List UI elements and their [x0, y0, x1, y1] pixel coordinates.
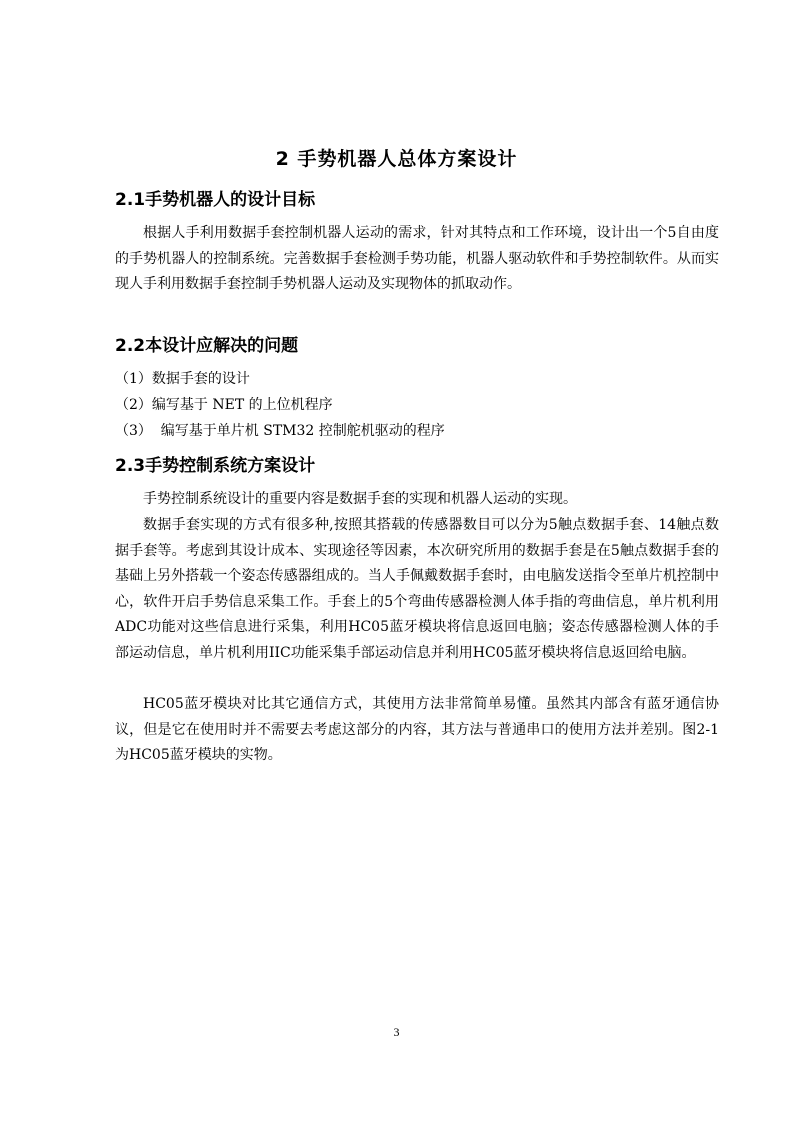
- problem-item-2: （2）编写基于 NET 的上位机程序: [115, 397, 333, 413]
- problem-item-1: （1）数据手套的设计: [115, 371, 250, 387]
- section-heading-2-3: 2.3手势控制系统方案设计: [115, 456, 316, 476]
- page-number: 3: [393, 1025, 400, 1039]
- section-heading-2-2: 2.2本设计应解决的问题: [115, 336, 299, 356]
- section-heading-2-1: 2.1手势机器人的设计目标: [115, 190, 316, 210]
- paragraph-bluetooth-module: HC05蓝牙模块对比其它通信方式，其使用方法非常简单易懂。虽然其内部含有蓝牙通信协议，但是它在使用时并不需要去考虑这部分的内容，其方法与普通串口的使用方法并差别。图2-1为HC05蓝牙模块的实物。: [115, 696, 719, 763]
- paragraph-design-goal: 根据人手利用数据手套控制机器人运动的需求，针对其特点和工作环境，设计出一个5自由度的手势机器人的控制系统。完善数据手套检测手势功能，机器人驱动软件和手势控制软件。从而实现人手利用数据手套控制手势机器人运动及实现物体的抓取动作。: [115, 225, 719, 292]
- problem-item-3: （3） 编写基于单片机 STM32 控制舵机驱动的程序: [115, 423, 445, 439]
- paragraph-system-overview: 手势控制系统设计的重要内容是数据手套的实现和机器人运动的实现。: [143, 491, 577, 507]
- chapter-title: 2 手势机器人总体方案设计: [275, 148, 518, 170]
- paragraph-data-glove: 数据手套实现的方式有很多种,按照其搭载的传感器数目可以分为5触点数据手套、14触点数据手套等。考虑到其设计成本、实现途径等因素，本次研究所用的数据手套是在5触点数据手套的基础上另外搭载一个姿态传感器组成的。当人手佩戴数据手套时，由电脑发送指令至单片机控制中心，软件开启手势信息采集工作。手套上的5个弯曲传感器检测人体手指的弯曲信息，单片机利用ADC功能对这些信息进行采集，利用HC05蓝牙模块将信息返回电脑；姿态传感器检测人体的手部运动信息，单片机利用IIC功能采集手部运动信息并利用HC05蓝牙模块将信息返回给电脑。: [115, 517, 719, 661]
